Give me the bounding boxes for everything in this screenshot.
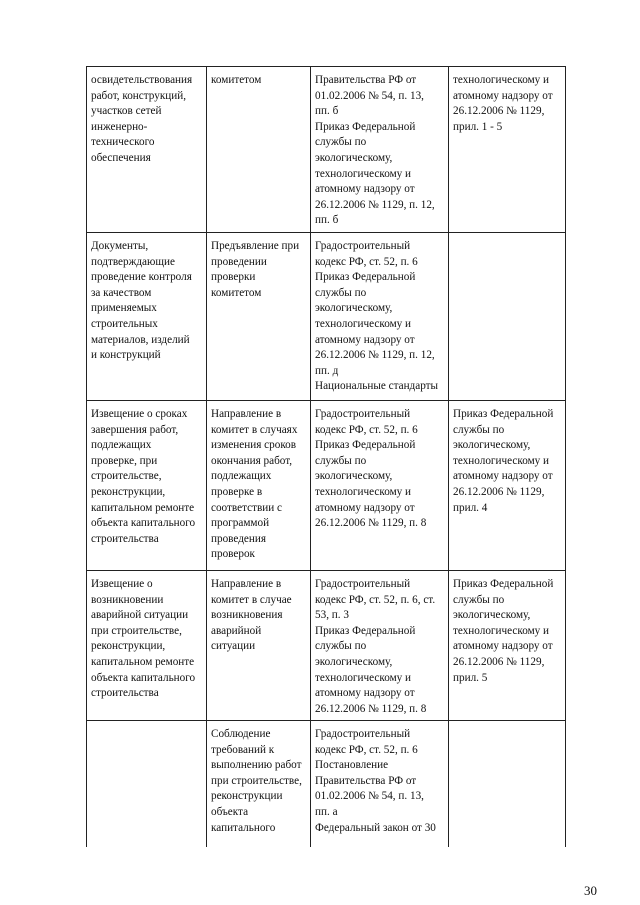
page-number: 30 [584,883,597,898]
document-cell: освидетельствования работ, конструкций, участков сетей инженерно- технического обеспечения [87,67,207,233]
form-cell: Приказ Федеральной службы по экологическому, технологическому и атомному надзору от 26.12.2006 № 1129, прил. 4 [449,401,566,571]
procedure-cell: Направление в комитет в случае возникновения аварийной ситуации [207,571,311,721]
form-cell [449,233,566,401]
table-row [87,401,566,571]
table-row [87,721,566,847]
form-cell [449,721,566,847]
document-cell [87,721,207,847]
document-cell: Извещение о возникновении аварийной ситуации при строительстве, реконструкции, капитальном ремонте объекта капитального строительства [87,571,207,721]
procedure-cell: Соблюдение требований к выполнению работ при строительстве, реконструкции объекта капитального [207,721,311,847]
form-cell: Приказ Федеральной службы по экологическому, технологическому и атомному надзору от 26.12.2006 № 1129, прил. 5 [449,571,566,721]
procedure-cell: комитетом [207,67,311,233]
table-row [87,571,566,721]
table-row [87,233,566,401]
document-cell: Извещение о сроках завершения работ, подлежащих проверке, при строительстве, реконструкции, капитальном ремонте объекта капитального строительства [87,401,207,571]
legal-basis-cell: Градостроительный кодекс РФ, ст. 52, п. 6 Приказ Федеральной службы по экологическому, технологическому и атомному надзору от 26.12.2006 № 1129, п. 8 [311,401,449,571]
legal-basis-cell: Градостроительный кодекс РФ, ст. 52, п. 6 Постановление Правительства РФ от 01.02.2006 № 54, п. 13, пп. а Федеральный закон от 30 [311,721,449,847]
legal-basis-cell: Правительства РФ от 01.02.2006 № 54, п. 13, пп. б Приказ Федеральной службы по экологическому, технологическому и атомному надзору от 26.12.2006 № 1129, п. 12, пп. б [311,67,449,233]
requirements-table [86,66,566,847]
legal-basis-cell: Градостроительный кодекс РФ, ст. 52, п. 6 Приказ Федеральной службы по экологическому, технологическому и атомному надзору от 26.12.2006 № 1129, п. 12, пп. д Национальные стандарты [311,233,449,401]
legal-basis-cell: Градостроительный кодекс РФ, ст. 52, п. 6, ст. 53, п. 3 Приказ Федеральной службы по экологическому, технологическому и атомному надзору от 26.12.2006 № 1129, п. 8 [311,571,449,721]
procedure-cell: Направление в комитет в случаях изменения сроков окончания работ, подлежащих проверке в соответствии с программой проведения проверок [207,401,311,571]
table-row [87,67,566,233]
document-cell: Документы, подтверждающие проведение контроля за качеством применяемых строительных материалов, изделий и конструкций [87,233,207,401]
form-cell: технологическому и атомному надзору от 26.12.2006 № 1129, прил. 1 - 5 [449,67,566,233]
procedure-cell: Предъявление при проведении проверки комитетом [207,233,311,401]
